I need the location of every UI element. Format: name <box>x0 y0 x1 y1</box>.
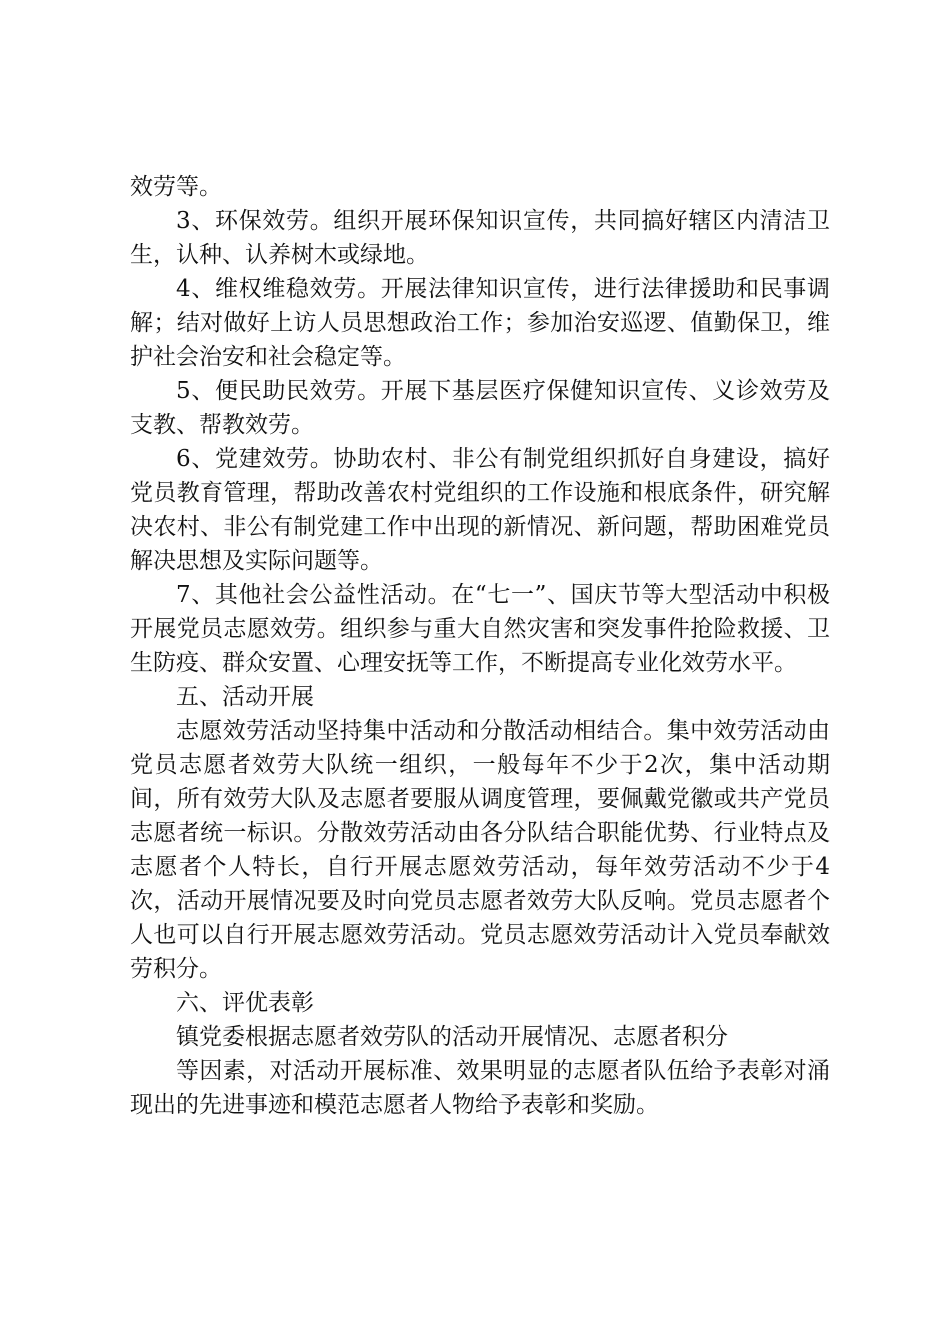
paragraph-activities: 志愿效劳活动坚持集中活动和分散活动相结合。集中效劳活动由党员志愿者效劳大队统一组织，一般每年不少于2次，集中活动期间，所有效劳大队及志愿者要服从调度管理，要佩戴党徽或共产党员志愿者统一标识。分散效劳活动由各分队结合职能优势、行业特点及志愿者个人特长，自行开展志愿效劳活动，每年效劳活动不少于4次，活动开展情况要及时向党员志愿者效劳大队反响。党员志愿者个人也可以自行开展志愿效劳活动。党员志愿效劳活动计入党员奉献效劳积分。 <box>130 718 830 982</box>
section-heading-5: 五、活动开展 <box>176 684 314 710</box>
paragraph-item-5: 5、便民助民效劳。开展下基层医疗保健知识宣传、义诊效劳及支教、帮教效劳。 <box>130 378 830 438</box>
section-heading-6: 六、评优表彰 <box>176 990 314 1016</box>
paragraph-awards: 等因素，对活动开展标准、效果明显的志愿者队伍给予表彰对涌现出的先进事迹和模范志愿者人物给予表彰和奖励。 <box>130 1058 830 1118</box>
paragraph-item-6: 6、党建效劳。协助农村、非公有制党组织抓好自身建设，搞好党员教育管理，帮助改善农村党组织的工作设施和根底条件，研究解决农村、非公有制党建工作中出现的新情况、新问题，帮助困难党员解决思想及实际问题等。 <box>130 446 830 574</box>
paragraph-awards-intro: 镇党委根据志愿者效劳队的活动开展情况、志愿者积分 <box>176 1024 728 1050</box>
document-page <box>130 170 830 1122</box>
paragraph-item-3: 3、环保效劳。组织开展环保知识宣传，共同搞好辖区内清洁卫生，认种、认养树木或绿地。 <box>130 208 830 268</box>
paragraph-continuation: 效劳等。 <box>130 174 222 200</box>
paragraph-item-7: 7、其他社会公益性活动。在“七一”、国庆节等大型活动中积极开展党员志愿效劳。组织参与重大自然灾害和突发事件抢险救援、卫生防疫、群众安置、心理安抚等工作，不断提高专业化效劳水平。 <box>130 582 830 676</box>
paragraph-item-4: 4、维权维稳效劳。开展法律知识宣传，进行法律援助和民事调解；结对做好上访人员思想政治工作；参加治安巡逻、值勤保卫，维护社会治安和社会稳定等。 <box>130 276 830 370</box>
